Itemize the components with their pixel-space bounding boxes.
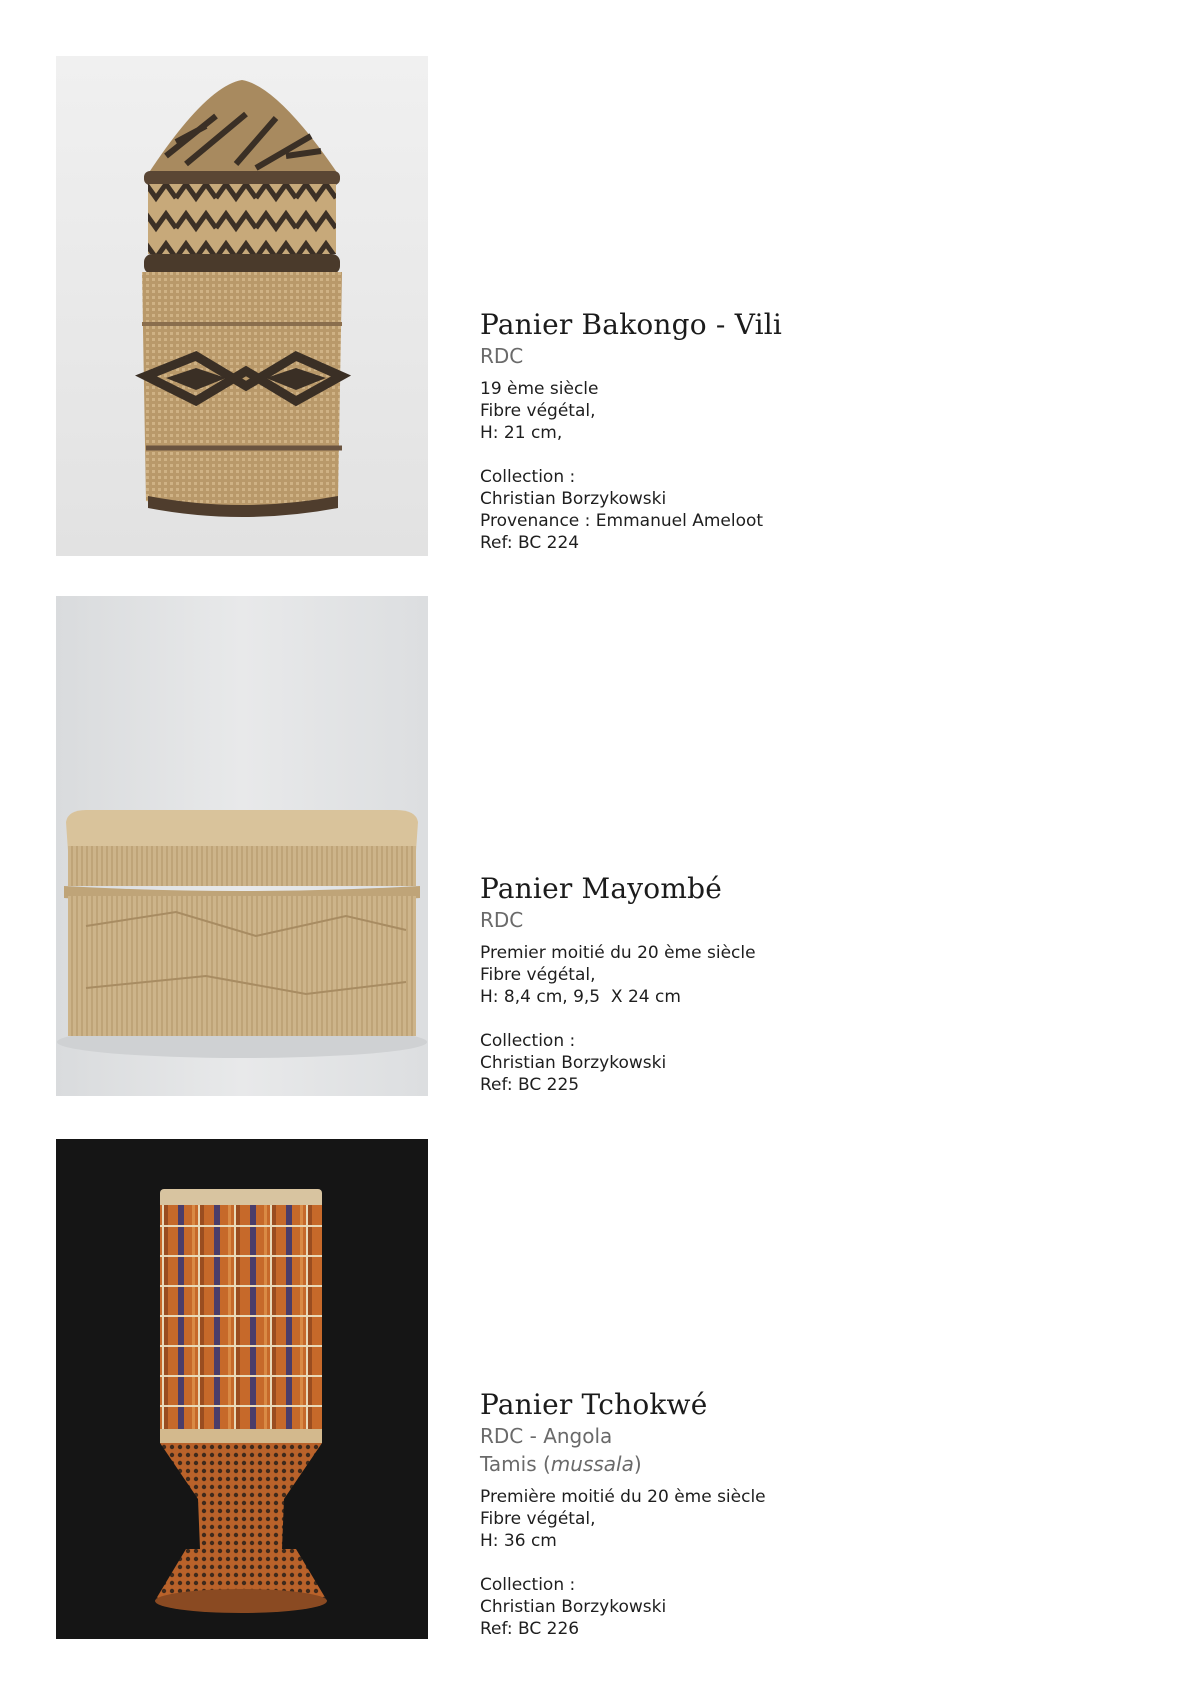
- item-origin: RDC: [480, 908, 524, 932]
- photo-basket-tchokwe: [56, 1139, 428, 1639]
- basket-bakongo-image: [56, 56, 428, 556]
- caption-item-1: [480, 308, 1140, 554]
- detail-line: Premier moitié du 20 ème siècle: [480, 943, 756, 963]
- item-origin: RDC - Angola: [480, 1424, 613, 1448]
- reference-line: Ref: BC 224: [480, 533, 580, 553]
- collection-line: Christian Borzykowski: [480, 1597, 667, 1617]
- photo-basket-mayombe: [56, 596, 428, 1096]
- item-type-italic: mussala: [550, 1452, 634, 1476]
- detail-line: Fibre végétal,: [480, 965, 596, 985]
- reference-line: Ref: BC 226: [480, 1619, 580, 1639]
- basket-tchokwe-image: [56, 1139, 428, 1639]
- detail-line: Fibre végétal,: [480, 401, 596, 421]
- caption-item-3: [480, 1388, 1140, 1640]
- photo-basket-bakongo-vili: [56, 56, 428, 556]
- collection-line: Collection :: [480, 467, 576, 487]
- item-title: Panier Bakongo - Vili: [480, 308, 783, 341]
- item-origin: RDC: [480, 344, 524, 368]
- item-type-prefix: Tamis (: [480, 1452, 551, 1476]
- detail-line: H: 36 cm: [480, 1531, 557, 1551]
- detail-line: Fibre végétal,: [480, 1509, 596, 1529]
- reference-line: Ref: BC 225: [480, 1075, 580, 1095]
- detail-line: Première moitié du 20 ème siècle: [480, 1487, 766, 1507]
- detail-line: H: 8,4 cm, 9,5 X 24 cm: [480, 987, 681, 1007]
- item-title: Panier Mayombé: [480, 872, 723, 905]
- detail-line: H: 21 cm,: [480, 423, 563, 443]
- collection-line: Christian Borzykowski: [480, 1053, 667, 1073]
- item-type: [480, 1450, 1140, 1478]
- collection-line: Collection :: [480, 1575, 576, 1595]
- item-type-suffix: ): [633, 1452, 642, 1476]
- item-title: Panier Tchokwé: [480, 1388, 708, 1421]
- provenance-line: Provenance : Emmanuel Ameloot: [480, 511, 764, 531]
- basket-mayombe-image: [56, 596, 428, 1096]
- caption-item-2: [480, 872, 1140, 1096]
- detail-line: 19 ème siècle: [480, 379, 599, 399]
- collection-line: Collection :: [480, 1031, 576, 1051]
- collection-line: Christian Borzykowski: [480, 489, 667, 509]
